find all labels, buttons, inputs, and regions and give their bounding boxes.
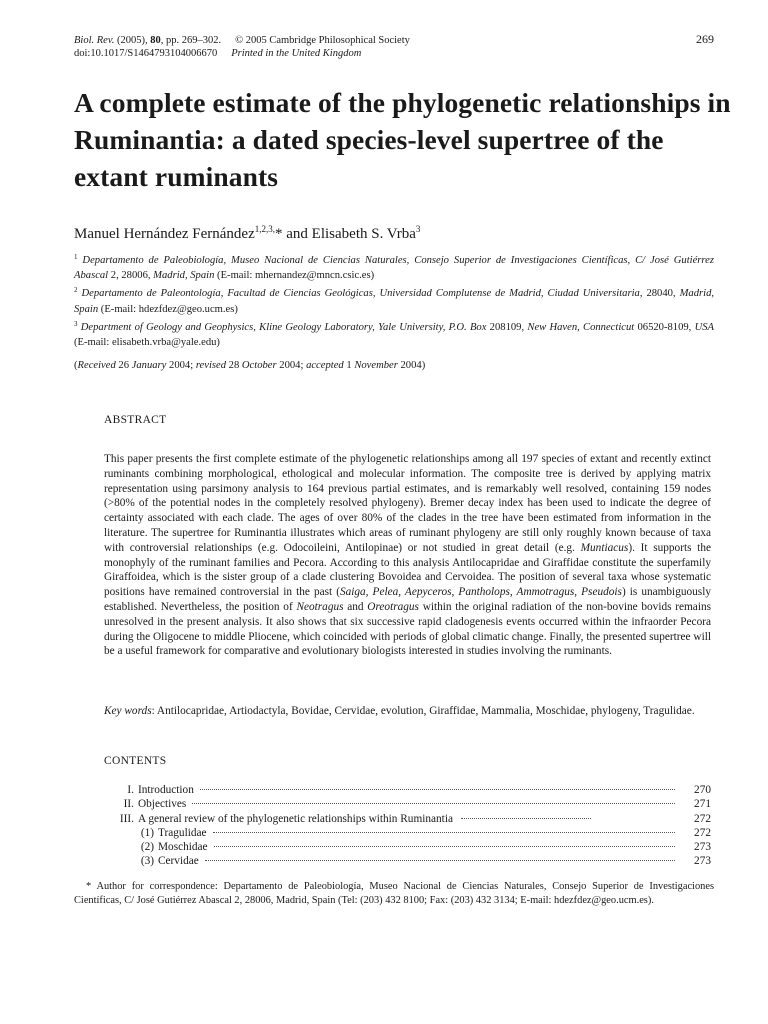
- correspondence-star: *: [275, 226, 283, 242]
- author-line: Manuel Hernández Fernández$^{1,2,3,}$* and Elisabeth S. Vrba$^3$: [74, 224, 421, 242]
- page-number: 269: [696, 32, 714, 46]
- table-of-contents: [104, 784, 711, 870]
- toc-item[interactable]: (2) Moschidae 273: [140, 841, 711, 854]
- paper-title: A complete estimate of the phylogenetic relationships in Ruminantia: a dated species-level supertree of the extant ruminants: [74, 87, 731, 192]
- contents-heading: CONTENTS: [104, 755, 167, 767]
- author-1-affil: 1,2,3,: [254, 224, 275, 234]
- printed-in: Printed in the United Kingdom: [231, 48, 362, 59]
- keywords: [104, 704, 711, 719]
- keywords-label: Key words: [104, 705, 152, 717]
- author-2-affil: 3: [415, 224, 421, 234]
- copyright: © 2005 Cambridge Philosophical Society: [235, 35, 410, 46]
- journal-year: (2005),: [114, 35, 151, 46]
- citation-line: [74, 34, 714, 47]
- author-1: Manuel Hernández Fernández: [74, 226, 255, 242]
- journal-abbrev: Biol. Rev.: [74, 35, 115, 46]
- footnote-text: Author for correspondence: Departamento de Paleobiología, Museo Nacional de Ciencias Naturales, Consejo Superior de Investigaciones Científicas, C/ José Gutiérrez Abascal 2, 28006, Madrid, Spain (Tel: (203) 432 8100; Fax: (203) 432 3134; E-mail: hdezfdez@geo.ucm.es).: [74, 881, 714, 906]
- doi: doi:10.1017/S1464793104006670: [74, 48, 218, 59]
- abstract-heading: ABSTRACT: [104, 414, 167, 426]
- received-dates: (Received 26 January 2004; revised 28 October 2004; accepted 1 November 2004): [74, 360, 426, 371]
- affiliation-1: $^1$ Departamento de Paleobiología, Museo Nacional de Ciencias Naturales, Consejo Superior de Investigaciones Científicas, C/ José Gutiérrez Abascal 2, 28006, Madrid, Spain (E-mail: mhernandez@mncn.csic.es): [74, 253, 714, 282]
- journal-pages: , pp. 269–302.: [160, 35, 222, 46]
- affiliation-2: $^2$ Departamento de Paleontología, Facultad de Ciencias Geológicas, Universidad Complutense de Madrid, Ciudad Universitaria, 28040, Madrid, Spain (E-mail: hdezfdez@geo.ucm.es): [74, 286, 715, 315]
- running-header: [74, 34, 714, 60]
- toc-item[interactable]: II. Objectives 271: [123, 798, 711, 811]
- author-2: Elisabeth S. Vrba: [311, 226, 416, 242]
- abstract-body: This paper presents the first complete estimate of the phylogenetic relationships among all 197 species of extant and recently extinct ruminants combining morphological, ethological and molecular information. The composite tree is derived by applying matrix representation using parsimony analysis to 164 previous partial estimates, and is remarkably well resolved, containing 159 nodes (>80% of the potential nodes in the completely resolved phylogeny). Bremer decay index has been used to indicate the degree of certainty associated with each clade. The ages of over 80% of the clades in the tree have been estimated from information in the literature. The supertree for Ruminantia illustrates which areas of ruminant phylogeny are still only roughly known because of taxa with controversial relationships (e.g. Odocoileini, Antilopinae) or not studied in great detail (e.g. Muntiacus). It supports the monophyly of the ruminant families and Pecora. According to this analysis Antilocapridae and Giraffidae constitute the superfamily Giraffoidea, which is the sister group of a clade clustering Bovoidea and Cervoidea. The position of several taxa whose systematic positions have remained controversial in the past (Saiga, Pelea, Aepyceros, Pantholops, Ammotragus, Pseudois) is unambiguously established. Nevertheless, the position of Neotragus and Oreotragus within the original radiation of the non-bovine bovids remains unresolved in the present analysis. It also shows that six successive rapid cladogenesis events occurred within the infraorder Pecora during the Oligocene to middle Pliocene, which coincided with periods of global climatic change. Finally, the presented supertree will be a useful framework for comparative and evolutionary biologists interested in studies involving the ruminants.: [104, 453, 711, 658]
- correspondence-footnote: [74, 880, 714, 908]
- affiliation-3: $^3$ Department of Geology and Geophysics, Kline Geology Laboratory, Yale University, P.O. Box 208109, New Haven, Connecticut 06520-8109, USA (E-mail: elisabeth.vrba@yale.edu): [74, 319, 714, 349]
- toc-item[interactable]: (1) Tragulidae 272: [140, 826, 711, 839]
- toc-item[interactable]: (3) Cervidae 273: [140, 855, 711, 868]
- doi-line: [74, 47, 714, 60]
- toc-item[interactable]: III. A general review of the phylogenetic relationships within Ruminantia 272: [119, 812, 711, 825]
- toc-item[interactable]: I. Introduction 270: [127, 784, 711, 796]
- affiliations: [74, 250, 714, 350]
- journal-volume: 80: [150, 35, 161, 46]
- keywords-text: : Antilocapridae, Artiodactyla, Bovidae, Cervidae, evolution, Giraffidae, Mammalia, Moschidae, phylogeny, Tragulidae.: [151, 705, 695, 717]
- footnote-star: *: [86, 881, 92, 892]
